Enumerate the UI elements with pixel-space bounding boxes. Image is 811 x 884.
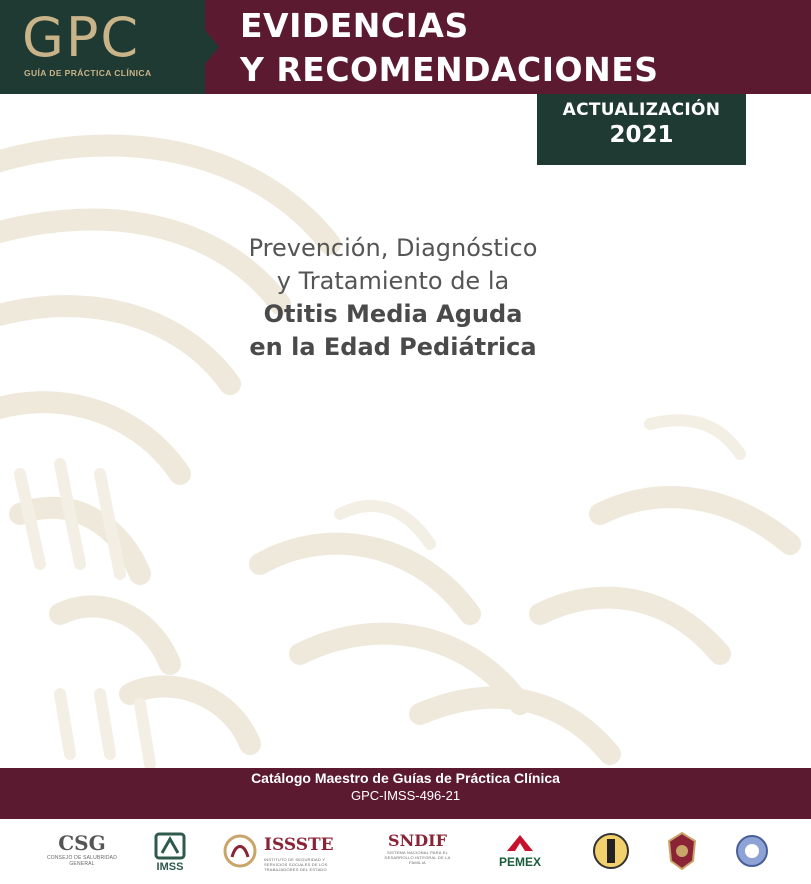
update-badge-year: 2021 [609,122,674,148]
shield-emblem-icon [735,831,769,871]
csg-logo-text: CSG [58,831,106,855]
issste-logo-text: ISSSTE [264,835,334,855]
document-title-line1: Prevención, Diagnóstico [248,234,538,262]
sndif-logo [380,831,455,876]
csg-logo [42,831,122,876]
institution-logos [0,819,811,884]
gpc-logo-subtitle: GUÍA DE PRÁCTICA CLÍNICA [24,68,152,78]
pemex-eagle-icon [505,831,535,855]
sedena-emblem-icon [592,831,630,871]
sedena-logo [592,831,632,876]
semar-emblem-icon [667,831,697,871]
document-title-line4: en la Edad Pediátrica [249,333,537,361]
gpc-arrow-shape [205,30,219,64]
document-title-line3: Otitis Media Aguda [263,300,523,328]
catalog-code: GPC-IMSS-496-21 [350,788,461,803]
header-title [240,4,659,92]
imss-eagle-icon [153,831,187,861]
sndif-logo-subtitle: SISTEMA NACIONAL PARA EL DESARROLLO INTEGRAL DE LA FAMILIA [384,850,451,865]
csg-logo-subtitle: CONSEJO DE SALUBRIDAD GENERAL [46,855,118,867]
header-title-line2: Y RECOMENDACIONES [240,50,659,89]
issste-logo [220,831,345,876]
header-title-line1: EVIDENCIAS [240,6,469,45]
document-title [193,232,593,364]
eagle-watermark-icon [0,94,811,768]
pemex-logo-text: PEMEX [498,855,541,869]
imss-logo [150,831,190,876]
gpc-logo-block [0,0,205,94]
sector-salud-logo [735,831,771,876]
pemex-logo [485,831,555,876]
footer-band [0,768,811,819]
sndif-logo-text: SNDIF [388,831,447,850]
document-title-line2: y Tratamiento de la [276,267,510,295]
imss-logo-text: IMSS [156,861,184,873]
catalog-title: Catálogo Maestro de Guías de Práctica Clínica [251,770,560,786]
gpc-logo-text: GPC [22,6,141,69]
semar-logo [667,831,699,876]
update-badge-label: ACTUALIZACIÓN [562,100,721,120]
issste-logo-subtitle: INSTITUTO DE SEGURIDAD Y SERVICIOS SOCIALES DE LOS TRABAJADORES DEL ESTADO [264,857,328,872]
issste-emblem-icon [220,831,260,871]
header-band [0,0,811,94]
